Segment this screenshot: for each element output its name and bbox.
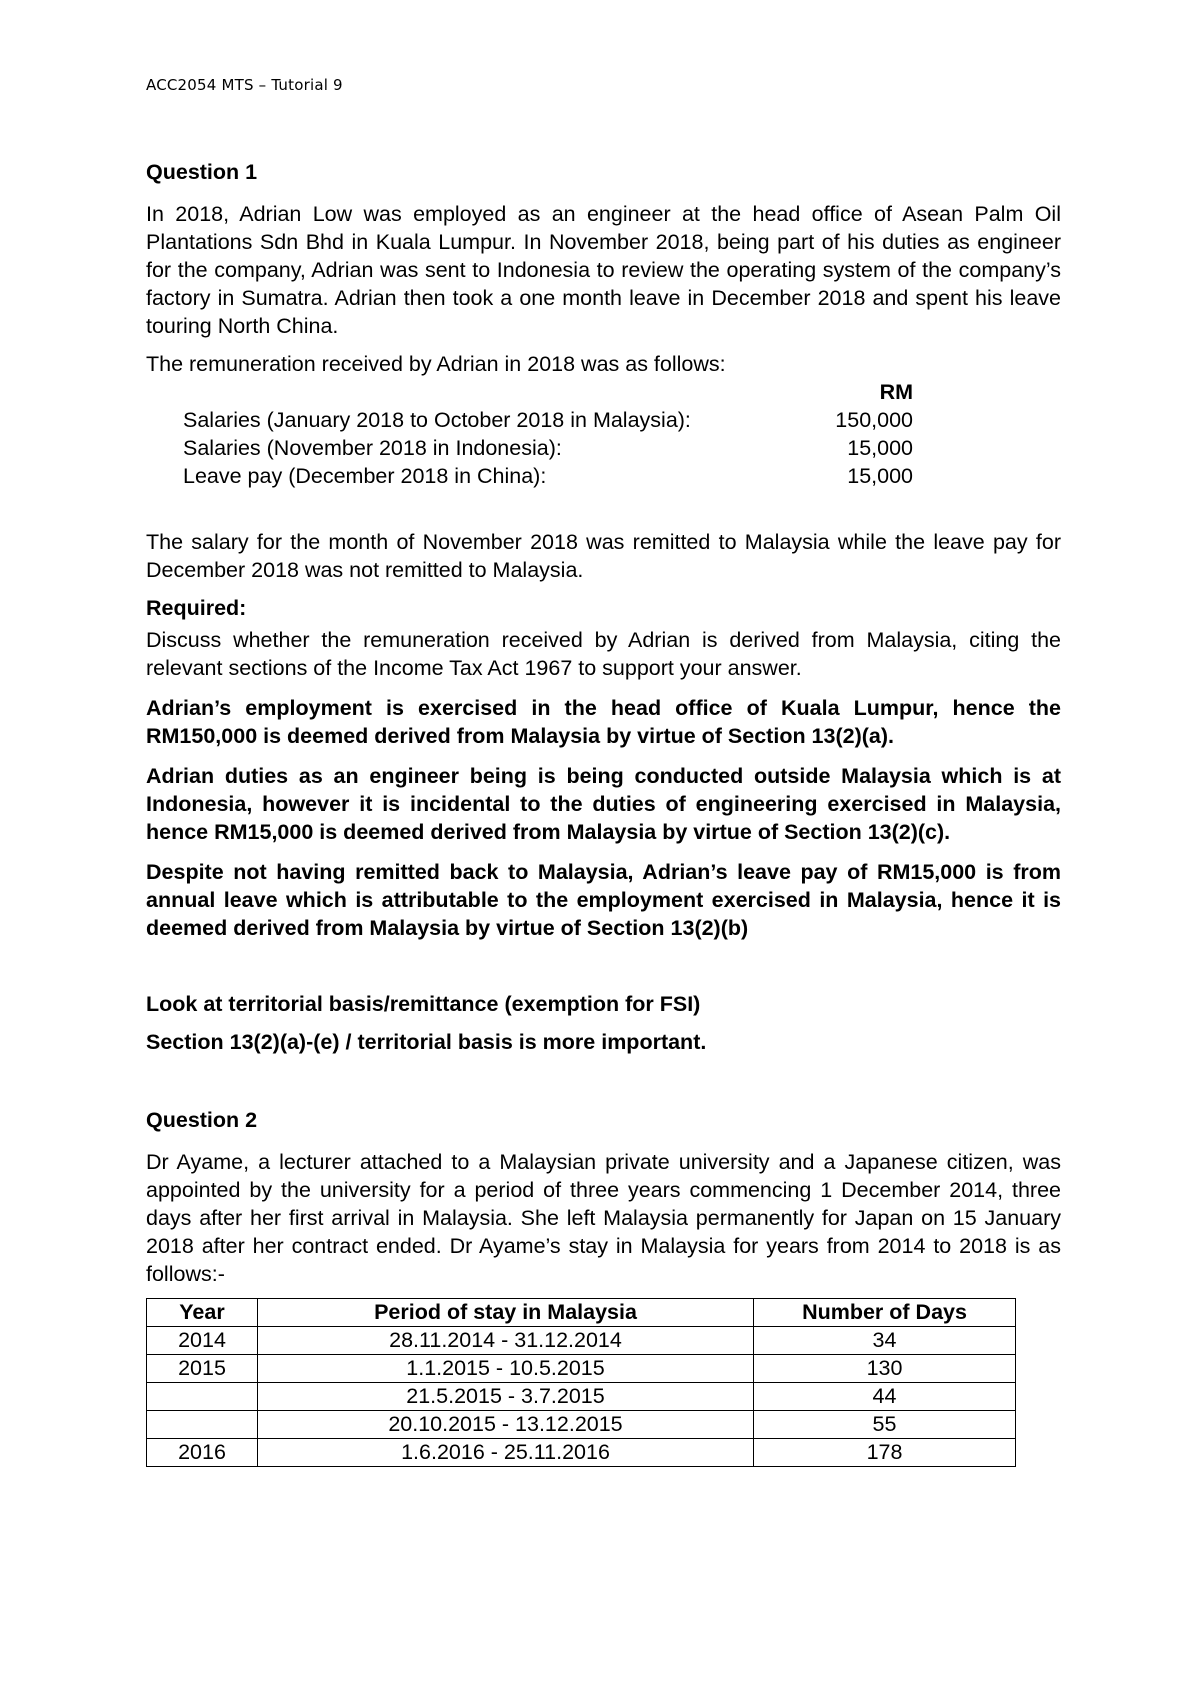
remuneration-amount: 15,000 bbox=[847, 436, 913, 460]
question-2-title: Question 2 bbox=[146, 1108, 258, 1132]
cell-year: 2014 bbox=[147, 1327, 258, 1355]
header-days: Number of Days bbox=[754, 1299, 1016, 1327]
remuneration-amount: 15,000 bbox=[847, 464, 913, 488]
cell-days: 34 bbox=[754, 1327, 1016, 1355]
header-year: Year bbox=[147, 1299, 258, 1327]
currency-label: RM bbox=[879, 380, 913, 404]
header-period: Period of stay in Malaysia bbox=[258, 1299, 754, 1327]
cell-days: 44 bbox=[754, 1383, 1016, 1411]
stay-table-header bbox=[147, 1299, 1016, 1327]
required-label: Required: bbox=[146, 596, 247, 620]
cell-year: 2016 bbox=[147, 1439, 258, 1467]
answer-paragraph: Despite not having remitted back to Malaysia, Adrian’s leave pay of RM15,000 is from annual leave which is attributable to the employment exercised in Malaysia, hence it is deemed derived from Malaysia by virtue of Section 13(2)(b) bbox=[146, 860, 1061, 940]
cell-period: 28.11.2014 - 31.12.2014 bbox=[258, 1327, 754, 1355]
question-1-title: Question 1 bbox=[146, 160, 258, 184]
table-row bbox=[147, 1411, 1016, 1439]
remuneration-header-row bbox=[183, 378, 913, 406]
table-row bbox=[147, 1355, 1016, 1383]
page-header: ACC2054 MTS – Tutorial 9 bbox=[146, 76, 343, 94]
note-territorial: Look at territorial basis/remittance (exemption for FSI) bbox=[146, 992, 701, 1016]
remuneration-row bbox=[183, 462, 913, 490]
remuneration-label: Salaries (November 2018 in Indonesia): bbox=[183, 436, 562, 460]
table-row bbox=[147, 1439, 1016, 1467]
remuneration-intro: The remuneration received by Adrian in 2018 was as follows: bbox=[146, 352, 726, 376]
cell-days: 55 bbox=[754, 1411, 1016, 1439]
cell-period: 1.1.2015 - 10.5.2015 bbox=[258, 1355, 754, 1383]
cell-year bbox=[147, 1411, 258, 1439]
remuneration-amount: 150,000 bbox=[835, 408, 913, 432]
cell-period: 20.10.2015 - 13.12.2015 bbox=[258, 1411, 754, 1439]
remittance-note: The salary for the month of November 2018 was remitted to Malaysia while the leave pay for December 2018 was not remitted to Malaysia. bbox=[146, 530, 1061, 582]
answer-paragraph: Adrian’s employment is exercised in the head office of Kuala Lumpur, hence the RM150,000 is deemed derived from Malaysia by virtue of Section 13(2)(a). bbox=[146, 696, 1061, 748]
question-1-intro: In 2018, Adrian Low was employed as an engineer at the head office of Asean Palm Oil Plantations Sdn Bhd in Kuala Lumpur. In November 2018, being part of his duties as engineer for the company, Adrian was sent to Indonesia to review the operating system of the company’s factory in Sumatra. Adrian then took a one month leave in December 2018 and spent his leave touring North China. bbox=[146, 202, 1061, 338]
cell-days: 130 bbox=[754, 1355, 1016, 1383]
remuneration-row bbox=[183, 406, 913, 434]
answer-paragraph: Adrian duties as an engineer being is being conducted outside Malaysia which is at Indonesia, however it is incidental to the duties of engineering exercised in Malaysia, hence RM15,000 is deemed derived from Malaysia by virtue of Section 13(2)(c). bbox=[146, 764, 1061, 844]
required-text: Discuss whether the remuneration received by Adrian is derived from Malaysia, citing the relevant sections of the Income Tax Act 1967 to support your answer. bbox=[146, 628, 1061, 680]
question-2-intro: Dr Ayame, a lecturer attached to a Malaysian private university and a Japanese citizen, was appointed by the university for a period of three years commencing 1 December 2014, three days after her first arrival in Malaysia. She left Malaysia permanently for Japan on 15 January 2018 after her contract ended. Dr Ayame’s stay in Malaysia for years from 2014 to 2018 is as follows:- bbox=[146, 1150, 1061, 1286]
cell-period: 1.6.2016 - 25.11.2016 bbox=[258, 1439, 754, 1467]
cell-period: 21.5.2015 - 3.7.2015 bbox=[258, 1383, 754, 1411]
document-body bbox=[146, 158, 1061, 1467]
table-row bbox=[147, 1327, 1016, 1355]
cell-year bbox=[147, 1383, 258, 1411]
note-section: Section 13(2)(a)-(e) / territorial basis is more important. bbox=[146, 1030, 707, 1054]
remuneration-label: Leave pay (December 2018 in China): bbox=[183, 464, 547, 488]
table-row bbox=[147, 1383, 1016, 1411]
cell-year: 2015 bbox=[147, 1355, 258, 1383]
cell-days: 178 bbox=[754, 1439, 1016, 1467]
remuneration-row bbox=[183, 434, 913, 462]
stay-table bbox=[146, 1298, 1016, 1467]
remuneration-label: Salaries (January 2018 to October 2018 in Malaysia): bbox=[183, 408, 691, 432]
remuneration-table bbox=[183, 378, 913, 490]
